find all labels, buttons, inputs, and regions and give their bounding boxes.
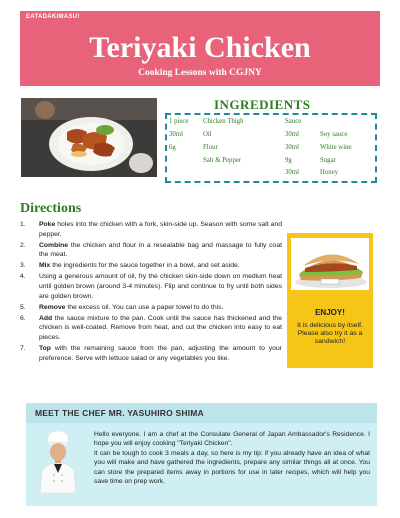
sandwich-photo — [291, 238, 369, 290]
ingredient-item: Soy sauce — [320, 131, 348, 138]
step-text: with the remaining sauce from the pan, adjusting the amount to your preference. Serve with lettuce salad or any vegetables you like. — [39, 345, 282, 362]
ingredient-qty: 30ml — [285, 169, 299, 176]
sauce-label: Sauce — [285, 118, 302, 125]
direction-step — [20, 303, 282, 313]
recipe-title: Teriyaki Chicken — [89, 31, 311, 64]
step-text: holes into the chicken with a fork, skin-side up. Season with some salt and pepper. — [39, 221, 282, 238]
meet-the-chef-panel — [26, 403, 377, 506]
direction-step — [20, 272, 282, 301]
step-number: 7. — [20, 345, 26, 353]
ingredient-item: Sugar — [320, 157, 336, 164]
ingredient-qty: 30ml — [169, 131, 183, 138]
ingredient-item: White wine — [320, 144, 352, 151]
sandwich-image — [291, 238, 369, 290]
teriyaki-chicken-photo — [21, 98, 157, 177]
step-verb: Poke — [39, 221, 56, 228]
step-verb: Add — [39, 314, 53, 322]
enjoy-title: ENJOY! — [315, 308, 345, 317]
chef-bio-paragraph: Hello everyone. I am a chef at the Consulate General of Japan Ambassador's Residence. I hope you will enjoy cooking "Teriyaki Chicken". — [94, 431, 370, 448]
ingredients-box — [165, 113, 377, 183]
ingredient-qty: 30ml — [285, 131, 299, 138]
brand-label: EATADAKIMASU! — [26, 14, 80, 20]
chef-avatar-image — [36, 429, 80, 493]
chef-photo — [36, 429, 80, 493]
ingredient-qty: 30ml — [285, 144, 299, 151]
directions-list — [20, 220, 282, 365]
step-number: 4. — [20, 273, 26, 281]
step-text: the ingredients for the sauce together in a bowl, and set aside. — [50, 262, 240, 270]
ingredient-item: Oil — [203, 131, 212, 138]
step-verb: Combine — [39, 241, 69, 249]
ingredient-qty: 9g — [285, 157, 292, 164]
ingredient-item: Chicken Thigh — [203, 118, 244, 125]
step-number: 6. — [20, 314, 26, 322]
step-text: the excess oil. You can use a paper towel to do this. — [65, 303, 224, 311]
recipe-subtitle: Cooking Lessons with CGJNY — [138, 68, 262, 78]
ingredient-qty: 6g — [169, 144, 176, 151]
recipe-header — [20, 11, 380, 86]
chef-bio-paragraph: It can be tough to cook 3 meals a day, so here is my tip: if you already have an idea of what you will make and have gathered the ingredients, prepare any similar things all at once. You can store the prepared items away in portions for use in later recipes, which will help you save time on prep work. — [94, 449, 370, 486]
dish-image — [21, 98, 157, 177]
ingredients-title: INGREDIENTS — [214, 97, 311, 112]
step-text: Using a generous amount of oil, fry the chicken skin-side down on medium heat until golden brown (around 3-4 minutes). Flip and continue to fry until both sides are golden brown. — [39, 273, 282, 300]
step-number: 3. — [20, 262, 26, 270]
step-text: the sauce mixture to the pan. Cook until the sauce has thickened and the chicken is well-coated. Remove from heat, and cut the chicken into easy to eat pieces. — [39, 314, 282, 342]
direction-step — [20, 344, 282, 363]
step-text: the chicken and flour in a resealable bag and massage to fully coat the meat. — [39, 241, 282, 259]
direction-step — [20, 220, 282, 239]
chef-header-bar — [26, 403, 377, 423]
enjoy-text: It is delicious by itself. Please also try it as a sandwich! — [297, 322, 363, 346]
ingredient-qty: 1 piece — [169, 118, 189, 125]
ingredient-item: Honey — [320, 169, 339, 176]
step-verb: Top — [39, 345, 51, 353]
step-number: 5. — [20, 303, 26, 311]
step-number: 1. — [20, 221, 26, 228]
ingredient-item: Flour — [203, 144, 218, 151]
direction-step — [20, 314, 282, 343]
step-verb: Mix — [39, 262, 51, 270]
step-number: 2. — [20, 241, 26, 249]
chef-heading: MEET THE CHEF MR. YASUHIRO SHIMA — [35, 408, 204, 418]
enjoy-callout — [287, 233, 373, 368]
direction-step — [20, 241, 282, 260]
directions-title: Directions — [20, 201, 82, 216]
step-verb: Remove — [39, 303, 66, 311]
direction-step — [20, 261, 282, 271]
ingredient-item: Salt & Pepper — [203, 157, 242, 164]
chef-bio — [94, 430, 370, 486]
